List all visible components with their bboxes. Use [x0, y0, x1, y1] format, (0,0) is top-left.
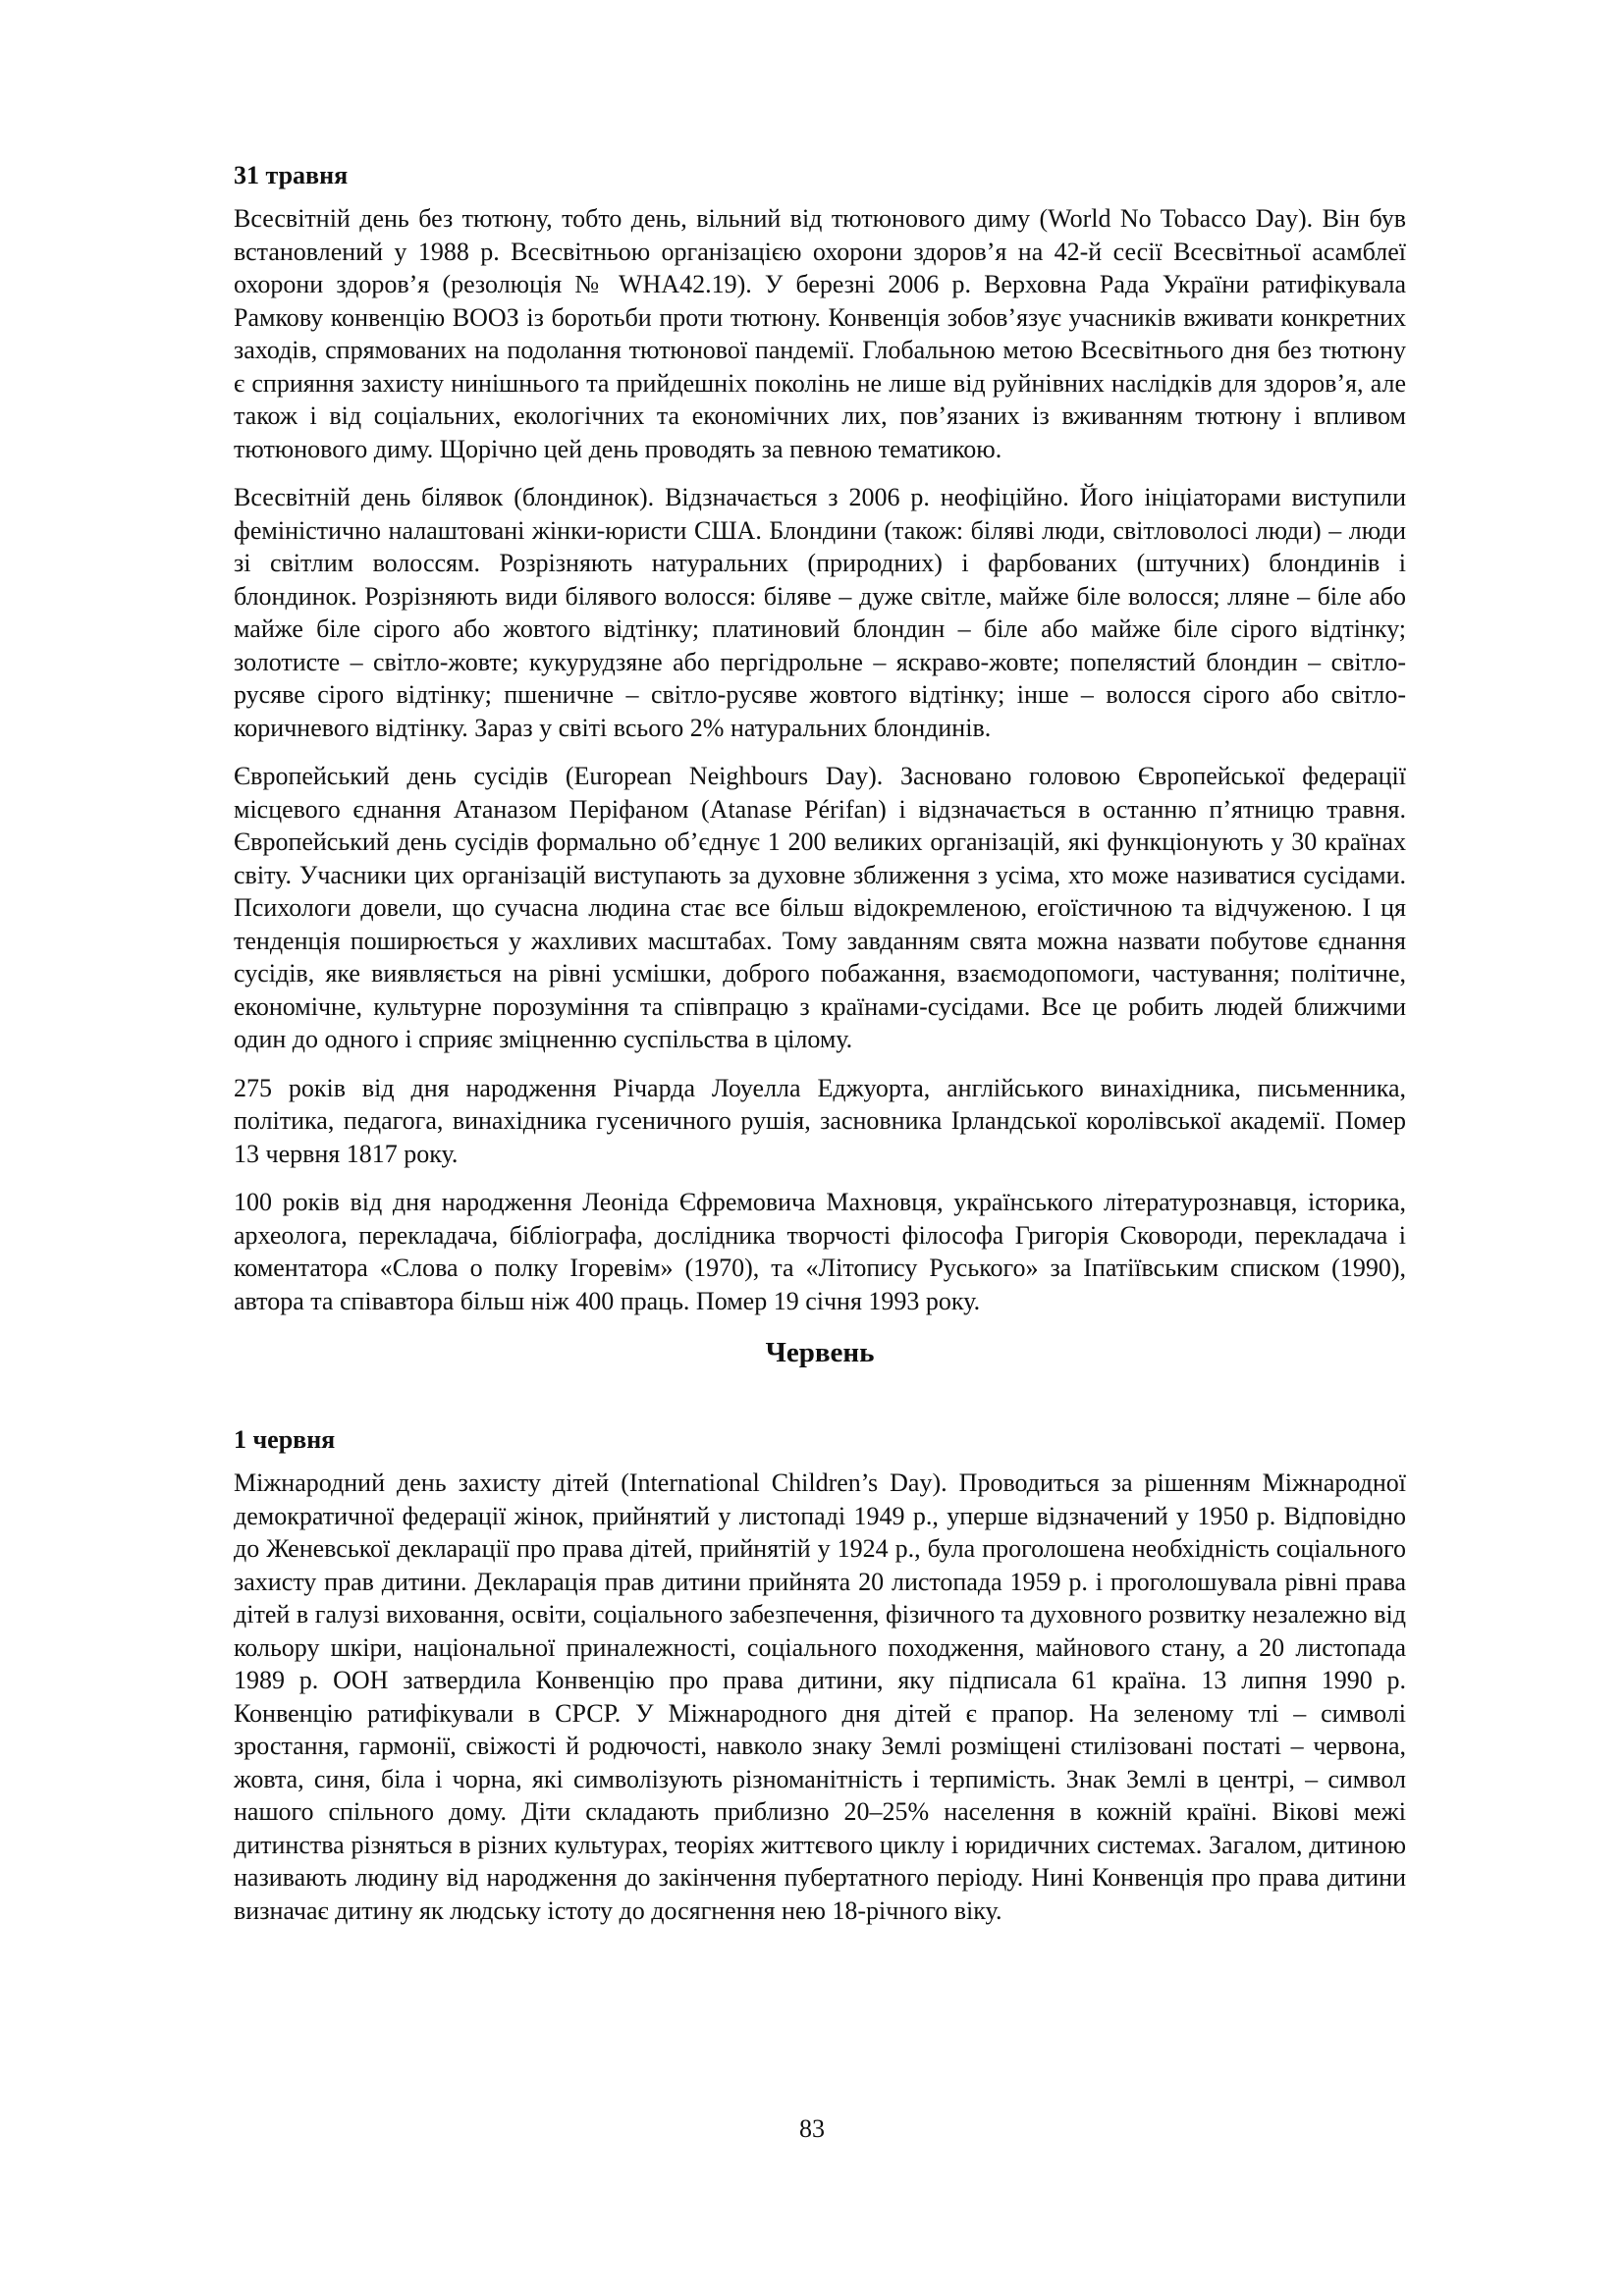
document-page — [234, 147, 1406, 1943]
paragraph-edgeworth-anniversary: 275 років від дня народження Річарда Лоуелла Еджуорта, англійського винахідника, письменника, політика, педагога, винахідника гусеничного рушія, засновника Ірландської королівської академії. Помер 13 червня 1817 року. — [234, 1073, 1406, 1168]
paragraph-european-neighbours-day: Європейський день сусідів (European Neighbours Day). Засновано головою Європейської федерації місцевого єднання Атаназом Періфаном (Atanase Périfan) і відзначається в останню п’ятницю травня. Європейський день сусідів формально об’єднує 1 200 великих організацій, які функціонують у 30 країнах світу. Учасники цих організацій виступають за духовне зближення з усіма, хто може називатися сусідами. Психологи довели, що сучасна людина стає все більш відокремленою, егоїстичною та відчуженою. І ця тенденція поширюється у жахливих масштабах. Тому завданням свята можна назвати побутове єднання сусідів, яке виявляється на рівні усмішки, доброго побажання, взаємодопомоги, частування; політичне, економічне, культурне порозуміння та співпрацю з країнами-сусідами. Все це робить людей ближчими один до одного і сприяє зміцненню суспільства в цілому. — [234, 762, 1406, 1053]
paragraph-childrens-day: Міжнародний день захисту дітей (International Children’s Day). Проводиться за рішенням Міжнародної демократичної федерації жінок, прийнятий у листопаді 1949 р., уперше відзначений у 1950 р. Відповідно до Женевської декларації про права дітей, прийнятій у 1924 р., була проголошена необхідність соціального захисту прав дитини. Декларація прав дитини прийнята 20 листопада 1959 р. і проголошувала рівні права дітей в галузі виховання, освіти, соціального забезпечення, фізичного та духовного розвитку незалежно від кольору шкіри, національної приналежності, соціального походження, майнового стану, а 20 листопада 1989 р. ООН затвердила Конвенцію про права дитини, яку підписала 61 країна. 13 липня 1990 р. Конвенцію ратифікували в СРСР. У Міжнародного дня дітей є прапор. На зеленому тлі – символі зростання, гармонії, свіжості й родючості, навколо знаку Землі розміщені стилізовані постаті – червона, жовта, синя, біла і чорна, які символізують різноманітність і терпимість. Знак Землі в центрі, – символ нашого спільного дому. Діти складають приблизно 20–25% населення в кожній країні. Вікові межі дитинства різняться в різних культурах, теоріях життєвого циклу і юридичних системах. Загалом, дитиною називають людину від народження до закінчення пубертатного періоду. Нині Конвенція про права дитини визначає дитину як людську істоту до досягнення нею 18-річного віку. — [234, 1468, 1406, 1925]
paragraph-blondes-day: Всесвітній день білявок (блондинок). Відзначається з 2006 р. неофіційно. Його ініціаторами виступили феміністично налаштовані жінки-юристи США. Блондини (також: біляві люди, світловолосі люди) – люди зі світлим волоссям. Розрізняють натуральних (природних) і фарбованих (штучних) блондинів і блондинок. Розрізняють види білявого волосся: біляве – дуже світле, майже біле волосся; лляне – біле або майже біле сірого або жовтого відтінку; платиновий блондин – біле або майже біле сірого відтінку; золотисте – світло-жовте; кукурудзяне або пергідрольне – яскраво-жовте; попелястий блондин – світло-русяве сірого відтінку; пшеничне – світло-русяве жовтого відтінку; інше – волосся сірого або світло-коричневого відтінку. Зараз у світі всього 2% натуральних блондинів. — [234, 483, 1406, 742]
section-date-may-31: 31 травня — [234, 161, 349, 189]
section-date-june-1: 1 червня — [234, 1425, 336, 1454]
page-number: 83 — [799, 2114, 825, 2143]
paragraph-makhnovets-anniversary: 100 років від дня народження Леоніда Єфремовича Махновця, українського літературознавця, історика, археолога, перекладача, бібліографа, дослідника творчості філософа Григорія Сковороди, перекладача і коментатора «Слова о полку Ігоревім» (1970), та «Літопису Руського» за Іпатіївським списком (1990), автора та співавтора більш ніж 400 праць. Помер 19 січня 1993 року. — [234, 1188, 1406, 1315]
month-heading-june: Червень — [765, 1337, 875, 1368]
paragraph-world-no-tobacco-day: Всесвітній день без тютюну, тобто день, вільний від тютюнового диму (World No Tobacco Day). Він був встановлений у 1988 р. Всесвітньою організацією охорони здоров’я на 42-й сесії Всесвітньої асамблеї охорони здоров’я (резолюція № WHA42.19). У березні 2006 р. Верховна Рада України ратифікувала Рамкову конвенцію ВООЗ із боротьби проти тютюну. Конвенція зобов’язує учасників вживати конкретних заходів, спрямованих на подолання тютюнової пандемії. Глобальною метою Всесвітнього дня без тютюну є сприяння захисту нинішнього та прийдешніх поколінь не лише від руйнівних наслідків для здоров’я, але також і від соціальних, екологічних та економічних лих, пов’язаних із вживанням тютюну і впливом тютюнового диму. Щорічно цей день проводять за певною тематикою. — [234, 204, 1406, 463]
